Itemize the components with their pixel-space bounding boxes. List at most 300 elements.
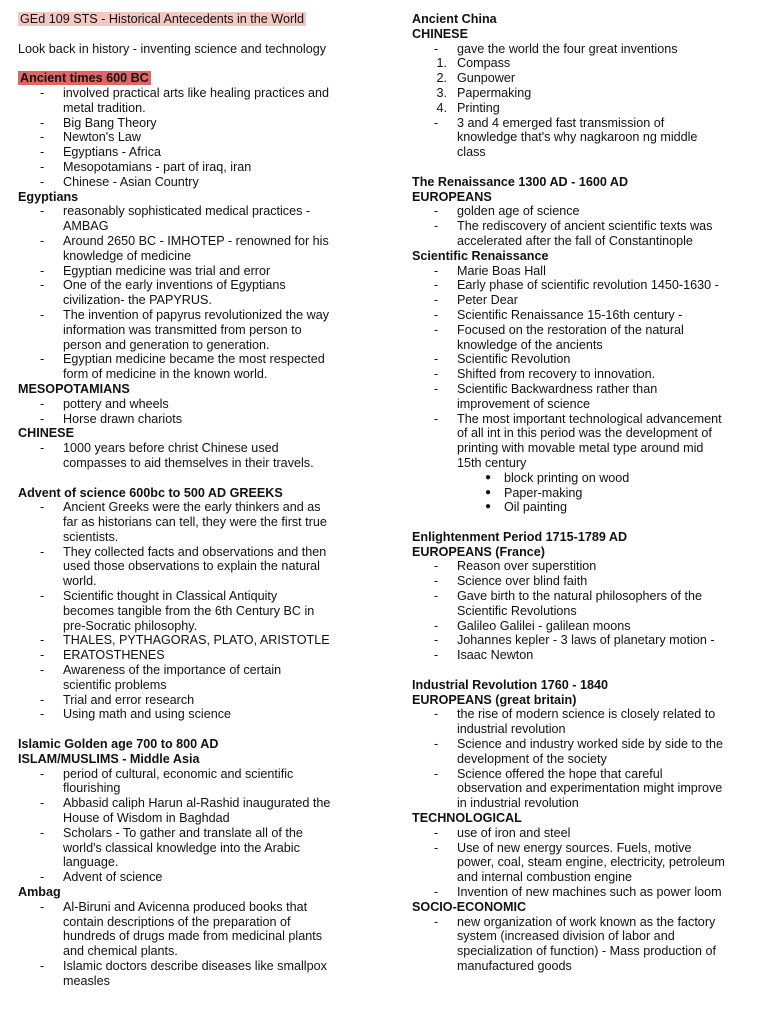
list-item-line: THALES, PYTHAGORAS, PLATO, ARISTOTLE (63, 633, 330, 648)
renaissance-subheading: EUROPEANS (412, 189, 492, 204)
list-item-text (457, 707, 715, 737)
list-item-line: world. (63, 574, 97, 589)
list-item (18, 264, 390, 279)
list-item-text (63, 130, 141, 145)
dash-marker: - (434, 322, 439, 337)
list-item (18, 308, 390, 352)
list-item (412, 707, 758, 737)
list-item (412, 293, 758, 308)
list-item-text (457, 737, 723, 767)
china-outro-item (412, 116, 758, 160)
list-item (18, 278, 390, 308)
list-item-text (504, 471, 629, 486)
list-item-line: Isaac Newton (457, 648, 534, 663)
left-column (18, 12, 390, 989)
industrial-list (412, 707, 758, 811)
list-item-line: Scientific thought in Classical Antiquity (63, 589, 278, 604)
renaissance-heading: The Renaissance 1300 AD - 1600 AD (412, 174, 629, 189)
list-item-line: Science over blind faith (457, 574, 588, 589)
list-item (412, 648, 758, 663)
dash-marker: - (40, 159, 45, 174)
list-item-line: The most important technological advancement (457, 411, 722, 426)
dash-marker: - (40, 707, 45, 722)
number-marker: 1. (436, 56, 447, 71)
list-item-text (63, 397, 169, 412)
dash-marker: - (434, 219, 439, 234)
enlightenment-list (412, 559, 758, 663)
ancient-heading-line (18, 71, 390, 86)
list-item-text (457, 323, 684, 353)
spacer (18, 722, 390, 737)
bullet-marker: ● (484, 501, 491, 513)
list-item-text (457, 767, 722, 811)
list-item-line: One of the early inventions of Egyptians (63, 278, 286, 293)
list-item (412, 116, 758, 160)
list-item-line: Egyptian medicine was trial and error (63, 263, 271, 278)
list-item-line: compasses to aid themselves in their travels. (63, 455, 314, 470)
list-item-line: Horse drawn chariots (63, 411, 182, 426)
list-item-line: Islamic doctors describe diseases like smallpox (63, 959, 327, 973)
list-item (18, 116, 390, 131)
list-item-text (457, 826, 570, 841)
dash-marker: - (40, 130, 45, 145)
list-item-text (63, 264, 270, 279)
dash-marker: - (434, 618, 439, 633)
dash-marker: - (40, 663, 45, 678)
ambag-list (18, 900, 390, 989)
list-item-text (63, 633, 330, 648)
list-item-line: measles (63, 973, 110, 988)
enlightenment-heading: Enlightenment Period 1715-1789 AD (412, 529, 628, 544)
list-item-line: reasonably sophisticated medical practices - (63, 204, 311, 219)
dash-marker: - (434, 707, 439, 722)
dash-marker: - (434, 840, 439, 855)
list-item-text (63, 693, 194, 708)
number-marker: 4. (436, 100, 447, 115)
list-item-line: Reason over superstition (457, 559, 597, 574)
list-item-text (63, 767, 293, 797)
list-item-line: Compass (457, 56, 511, 71)
dash-marker: - (40, 204, 45, 219)
list-item-line: language. (63, 855, 119, 870)
dash-marker: - (40, 589, 45, 604)
dash-marker: - (434, 204, 439, 219)
dash-marker: - (434, 41, 439, 56)
spacer (412, 160, 758, 175)
list-item-text (457, 559, 596, 574)
list-item-line: block printing on wood (504, 470, 630, 485)
list-item (18, 160, 390, 175)
list-item-line: 3 and 4 emerged fast transmission of (457, 115, 665, 130)
list-item (18, 175, 390, 190)
list-item-line: Egyptian medicine became the most respected (63, 352, 325, 367)
list-item (18, 130, 390, 145)
list-item-line: form of medicine in the known world. (63, 367, 268, 382)
list-item-line: used those observations to explain the natural (63, 559, 320, 574)
dash-marker: - (40, 648, 45, 663)
list-item (18, 545, 390, 589)
list-item-text (63, 234, 329, 264)
list-item (18, 959, 390, 989)
list-item-text (457, 219, 712, 249)
list-item-text (457, 278, 719, 293)
mesopotamians-heading: MESOPOTAMIANS (18, 381, 130, 396)
list-item-line: Ancient Greeks were the early thinkers and as (63, 500, 321, 515)
list-item-line: Early phase of scientific revolution 1450-1630 - (457, 278, 719, 293)
list-item (18, 767, 390, 797)
list-item (412, 574, 758, 589)
list-item-line: Al-Biruni and Avicenna produced books that (63, 899, 308, 914)
list-item (412, 559, 758, 574)
dash-marker: - (40, 899, 45, 914)
list-item-line: pre-Socratic philosophy. (63, 618, 198, 633)
list-item-line: Printing (457, 100, 500, 115)
list-item-text (457, 619, 631, 634)
list-item-line: The invention of papyrus revolutionized the way (63, 307, 330, 322)
list-item-line: golden age of science (457, 204, 580, 219)
dash-marker: - (434, 574, 439, 589)
list-item-text (63, 352, 325, 382)
enlightenment-subheading: EUROPEANS (France) (412, 544, 545, 559)
list-item (412, 619, 758, 634)
ancient-heading: Ancient times 600 BC (20, 71, 149, 86)
list-item-line: knowledge of medicine (63, 248, 192, 263)
list-item-text (63, 145, 161, 160)
dash-marker: - (40, 85, 45, 100)
dash-marker: - (40, 396, 45, 411)
dash-marker: - (40, 115, 45, 130)
dash-marker: - (40, 278, 45, 293)
egyptians-heading: Egyptians (18, 189, 79, 204)
greeks-list (18, 500, 390, 722)
list-item-line: Mesopotamians - part of iraq, iran (63, 159, 252, 174)
dash-marker: - (434, 352, 439, 367)
list-item-text (63, 648, 165, 663)
list-item (18, 633, 390, 648)
list-item-line: involved practical arts like healing practices and (63, 85, 330, 100)
bullet-marker: ● (484, 486, 491, 498)
list-item-text (63, 204, 310, 234)
greeks-heading: Advent of science 600bc to 500 AD GREEKS (18, 485, 283, 500)
list-item-line: use of iron and steel (457, 825, 571, 840)
list-item-text (63, 278, 286, 308)
list-item-line: Marie Boas Hall (457, 263, 546, 278)
dash-marker: - (434, 293, 439, 308)
dash-marker: - (434, 648, 439, 663)
dash-marker: - (434, 411, 439, 426)
list-item (412, 323, 758, 353)
list-item-line: hundreds of drugs made from medicinal plants (63, 929, 323, 944)
list-item (18, 145, 390, 160)
list-item-text (457, 367, 655, 382)
dash-marker: - (40, 145, 45, 160)
spacer (412, 515, 758, 530)
spacer (18, 56, 390, 71)
list-item-line: system (increased division of labor and (457, 929, 675, 944)
technological-heading: TECHNOLOGICAL (412, 811, 522, 826)
dash-marker: - (40, 307, 45, 322)
dash-marker: - (434, 589, 439, 604)
list-item-line: Invention of new machines such as power loom (457, 885, 722, 900)
list-item-text (457, 574, 587, 589)
egyptians-list (18, 204, 390, 382)
list-item-text (63, 826, 303, 870)
printing-bullets-list (412, 471, 758, 515)
dash-marker: - (40, 959, 45, 973)
list-item (412, 841, 758, 885)
list-item-text (63, 116, 157, 131)
list-item-text (63, 663, 281, 693)
dash-marker: - (434, 737, 439, 752)
list-item (18, 707, 390, 722)
list-item-line: metal tradition. (63, 100, 146, 115)
dash-marker: - (434, 825, 439, 840)
dash-marker: - (434, 559, 439, 574)
page-title-line (18, 12, 390, 27)
dash-marker: - (434, 263, 439, 278)
list-item-line: Awareness of the importance of certain (63, 663, 282, 678)
list-item-line: Gave birth to the natural philosophers of the (457, 589, 703, 604)
industrial-subheading: EUROPEANS (great britain) (412, 692, 577, 707)
spacer (18, 27, 390, 42)
list-item (412, 471, 758, 486)
list-item-line: Use of new energy sources. Fuels, motive (457, 840, 692, 855)
dash-marker: - (434, 914, 439, 929)
list-item (412, 308, 758, 323)
list-item-line: Peter Dear (457, 293, 518, 308)
list-item-text (457, 56, 510, 71)
list-item-line: class (457, 145, 486, 160)
list-item-line: 1000 years before christ Chinese used (63, 441, 279, 456)
list-item-text (63, 175, 199, 190)
list-item-text (457, 648, 533, 663)
dash-marker: - (40, 174, 45, 189)
list-item-line: gave the world the four great inventions (457, 41, 678, 56)
list-item-line: Shifted from recovery to innovation. (457, 367, 656, 382)
list-item-line: becomes tangible from the 6th Century BC in (63, 603, 315, 618)
list-item (18, 796, 390, 826)
list-item-text (457, 633, 715, 648)
list-item-line: improvement of science (457, 396, 590, 411)
dash-marker: - (40, 263, 45, 278)
list-item (412, 885, 758, 900)
dash-marker: - (40, 544, 45, 559)
list-item (18, 900, 390, 959)
islamic-list (18, 767, 390, 885)
list-item-line: Scientific Revolutions (457, 603, 577, 618)
list-item-line: ERATOSTHENES (63, 648, 165, 663)
list-item-line: Around 2650 BC - IMHOTEP - renowned for his (63, 233, 329, 248)
list-item (412, 826, 758, 841)
dash-marker: - (40, 796, 45, 811)
list-item (412, 101, 758, 116)
list-item-line: and internal combustion engine (457, 870, 633, 885)
list-item-line: observation and experimentation might improve (457, 781, 723, 796)
list-item-text (457, 42, 678, 57)
page-title: GEd 109 STS - Historical Antecedents in the World (20, 12, 304, 26)
list-item (18, 441, 390, 471)
list-item-line: Oil painting (504, 500, 568, 515)
list-item (412, 71, 758, 86)
dash-marker: - (434, 278, 439, 293)
dash-marker: - (40, 352, 45, 367)
list-item-line: House of Wisdom in Baghdad (63, 811, 230, 826)
list-item-line: and chemical plants. (63, 944, 178, 959)
dash-marker: - (40, 633, 45, 648)
dash-marker: - (40, 411, 45, 426)
list-item-line: Science offered the hope that careful (457, 766, 663, 781)
number-marker: 3. (436, 85, 447, 100)
china-subheading: CHINESE (412, 26, 468, 41)
list-item-text (457, 382, 657, 412)
list-item-line: Big Bang Theory (63, 115, 157, 130)
chinese-list (18, 441, 390, 471)
list-item (412, 86, 758, 101)
list-item-text (63, 412, 182, 427)
list-item-text (504, 500, 567, 515)
islamic-subheading: ISLAM/MUSLIMS - Middle Asia (18, 751, 200, 766)
islamic-heading: Islamic Golden age 700 to 800 AD (18, 737, 219, 752)
dash-marker: - (434, 766, 439, 781)
list-item-line: development of the society (457, 751, 607, 766)
list-item-line: Trial and error research (63, 692, 195, 707)
list-item-line: new organization of work known as the factory (457, 914, 716, 929)
list-item-line: Scientific Backwardness rather than (457, 381, 658, 396)
socio-heading: SOCIO-ECONOMIC (412, 899, 527, 914)
spacer (18, 471, 390, 486)
list-item (412, 767, 758, 811)
list-item-text (457, 71, 515, 86)
list-item-line: specialization of function) - Mass production of (457, 944, 717, 959)
list-item-text (63, 160, 251, 175)
list-item-text (63, 441, 314, 471)
list-item-line: Advent of science (63, 870, 163, 885)
list-item (18, 663, 390, 693)
list-item-line: Using math and using science (63, 707, 232, 722)
list-item-text (63, 900, 322, 959)
list-item (18, 870, 390, 885)
list-item-line: knowledge that's why nagkaroon ng middle (457, 130, 698, 145)
list-item-line: scientific problems (63, 677, 167, 692)
list-item-text (457, 293, 518, 308)
list-item-line: person and generation to generation. (63, 337, 270, 352)
intro-text: Look back in history - inventing science and technology (18, 41, 327, 56)
list-item-line: of all int in this period was the development of (457, 426, 712, 441)
list-item-line: Science and industry worked side by side to the (457, 737, 724, 752)
list-item (412, 278, 758, 293)
list-item-text (457, 116, 697, 160)
list-item-line: pottery and wheels (63, 396, 169, 411)
right-column (412, 12, 758, 974)
dash-marker: - (40, 825, 45, 840)
list-item-line: Newton's Law (63, 130, 142, 145)
list-item-line: contain descriptions of the preparation of (63, 914, 291, 929)
list-item-line: industrial revolution (457, 722, 566, 737)
list-item-line: They collected facts and observations and then (63, 544, 327, 559)
china-heading: Ancient China (412, 12, 497, 26)
mesopotamians-list (18, 397, 390, 427)
china-intro-item (412, 42, 758, 57)
list-item-line: scientists. (63, 529, 119, 544)
list-item-line: Johannes kepler - 3 laws of planetary motion - (457, 633, 715, 648)
list-item-line: AMBAG (63, 219, 109, 234)
dash-marker: - (40, 692, 45, 707)
dash-marker: - (434, 307, 439, 322)
list-item (18, 412, 390, 427)
industrial-heading: Industrial Revolution 1760 - 1840 (412, 677, 608, 692)
list-item-line: civilization- the PAPYRUS. (63, 293, 212, 308)
list-item (412, 204, 758, 219)
spacer (412, 663, 758, 678)
list-item-text (457, 885, 722, 900)
dash-marker: - (40, 441, 45, 456)
list-item (412, 412, 758, 471)
list-item-line: printing with movable metal type around mid (457, 441, 704, 456)
list-item-line: information was transmitted from person to (63, 322, 302, 337)
dash-marker: - (40, 766, 45, 781)
chinese-heading: CHINESE (18, 426, 74, 441)
bullet-marker: ● (484, 471, 491, 483)
list-item-line: manufactured goods (457, 959, 572, 973)
list-item-line: Paper-making (504, 485, 583, 500)
list-item-line: Gunpower (457, 71, 516, 86)
list-item-line: Chinese - Asian Country (63, 174, 199, 189)
list-item (18, 826, 390, 870)
list-item (412, 737, 758, 767)
list-item-text (457, 915, 716, 974)
ancient-list (18, 86, 390, 190)
list-item-text (457, 352, 570, 367)
list-item-text (63, 86, 329, 116)
list-item-line: power, coal, steam engine, electricity, petroleum (457, 855, 725, 870)
dash-marker: - (40, 870, 45, 885)
list-item-text (457, 101, 500, 116)
china-inventions-list (412, 56, 758, 115)
list-item (18, 500, 390, 544)
list-item-text (63, 545, 326, 589)
list-item (412, 915, 758, 974)
list-item-line: accelerated after the fall of Constantinople (457, 233, 693, 248)
list-item (18, 397, 390, 412)
list-item (412, 367, 758, 382)
list-item (412, 633, 758, 648)
dash-marker: - (40, 233, 45, 248)
dash-marker: - (434, 381, 439, 396)
sci-renaissance-heading: Scientific Renaissance (412, 248, 549, 263)
list-item (412, 589, 758, 619)
list-item-text (457, 841, 725, 885)
list-item-line: world's classical knowledge into the Arabic (63, 840, 300, 855)
sci-renaissance-list (412, 264, 758, 471)
list-item-line: Papermaking (457, 85, 532, 100)
list-item (412, 42, 758, 57)
renaissance-list (412, 204, 758, 248)
list-item-line: knowledge of the ancients (457, 337, 603, 352)
list-item-line: 15th century (457, 455, 527, 470)
list-item-line: Scholars - To gather and translate all of the (63, 825, 303, 840)
list-item-line: far as historians can tell, they were the first true (63, 515, 327, 530)
list-item-line: Galileo Galilei - galilean moons (457, 618, 631, 633)
list-item (18, 352, 390, 382)
list-item (412, 352, 758, 367)
socio-list (412, 915, 758, 974)
list-item (412, 500, 758, 515)
dash-marker: - (434, 367, 439, 382)
list-item (18, 589, 390, 633)
list-item-line: flourishing (63, 781, 121, 796)
list-item-line: Focused on the restoration of the natural (457, 322, 684, 337)
list-item (18, 234, 390, 264)
